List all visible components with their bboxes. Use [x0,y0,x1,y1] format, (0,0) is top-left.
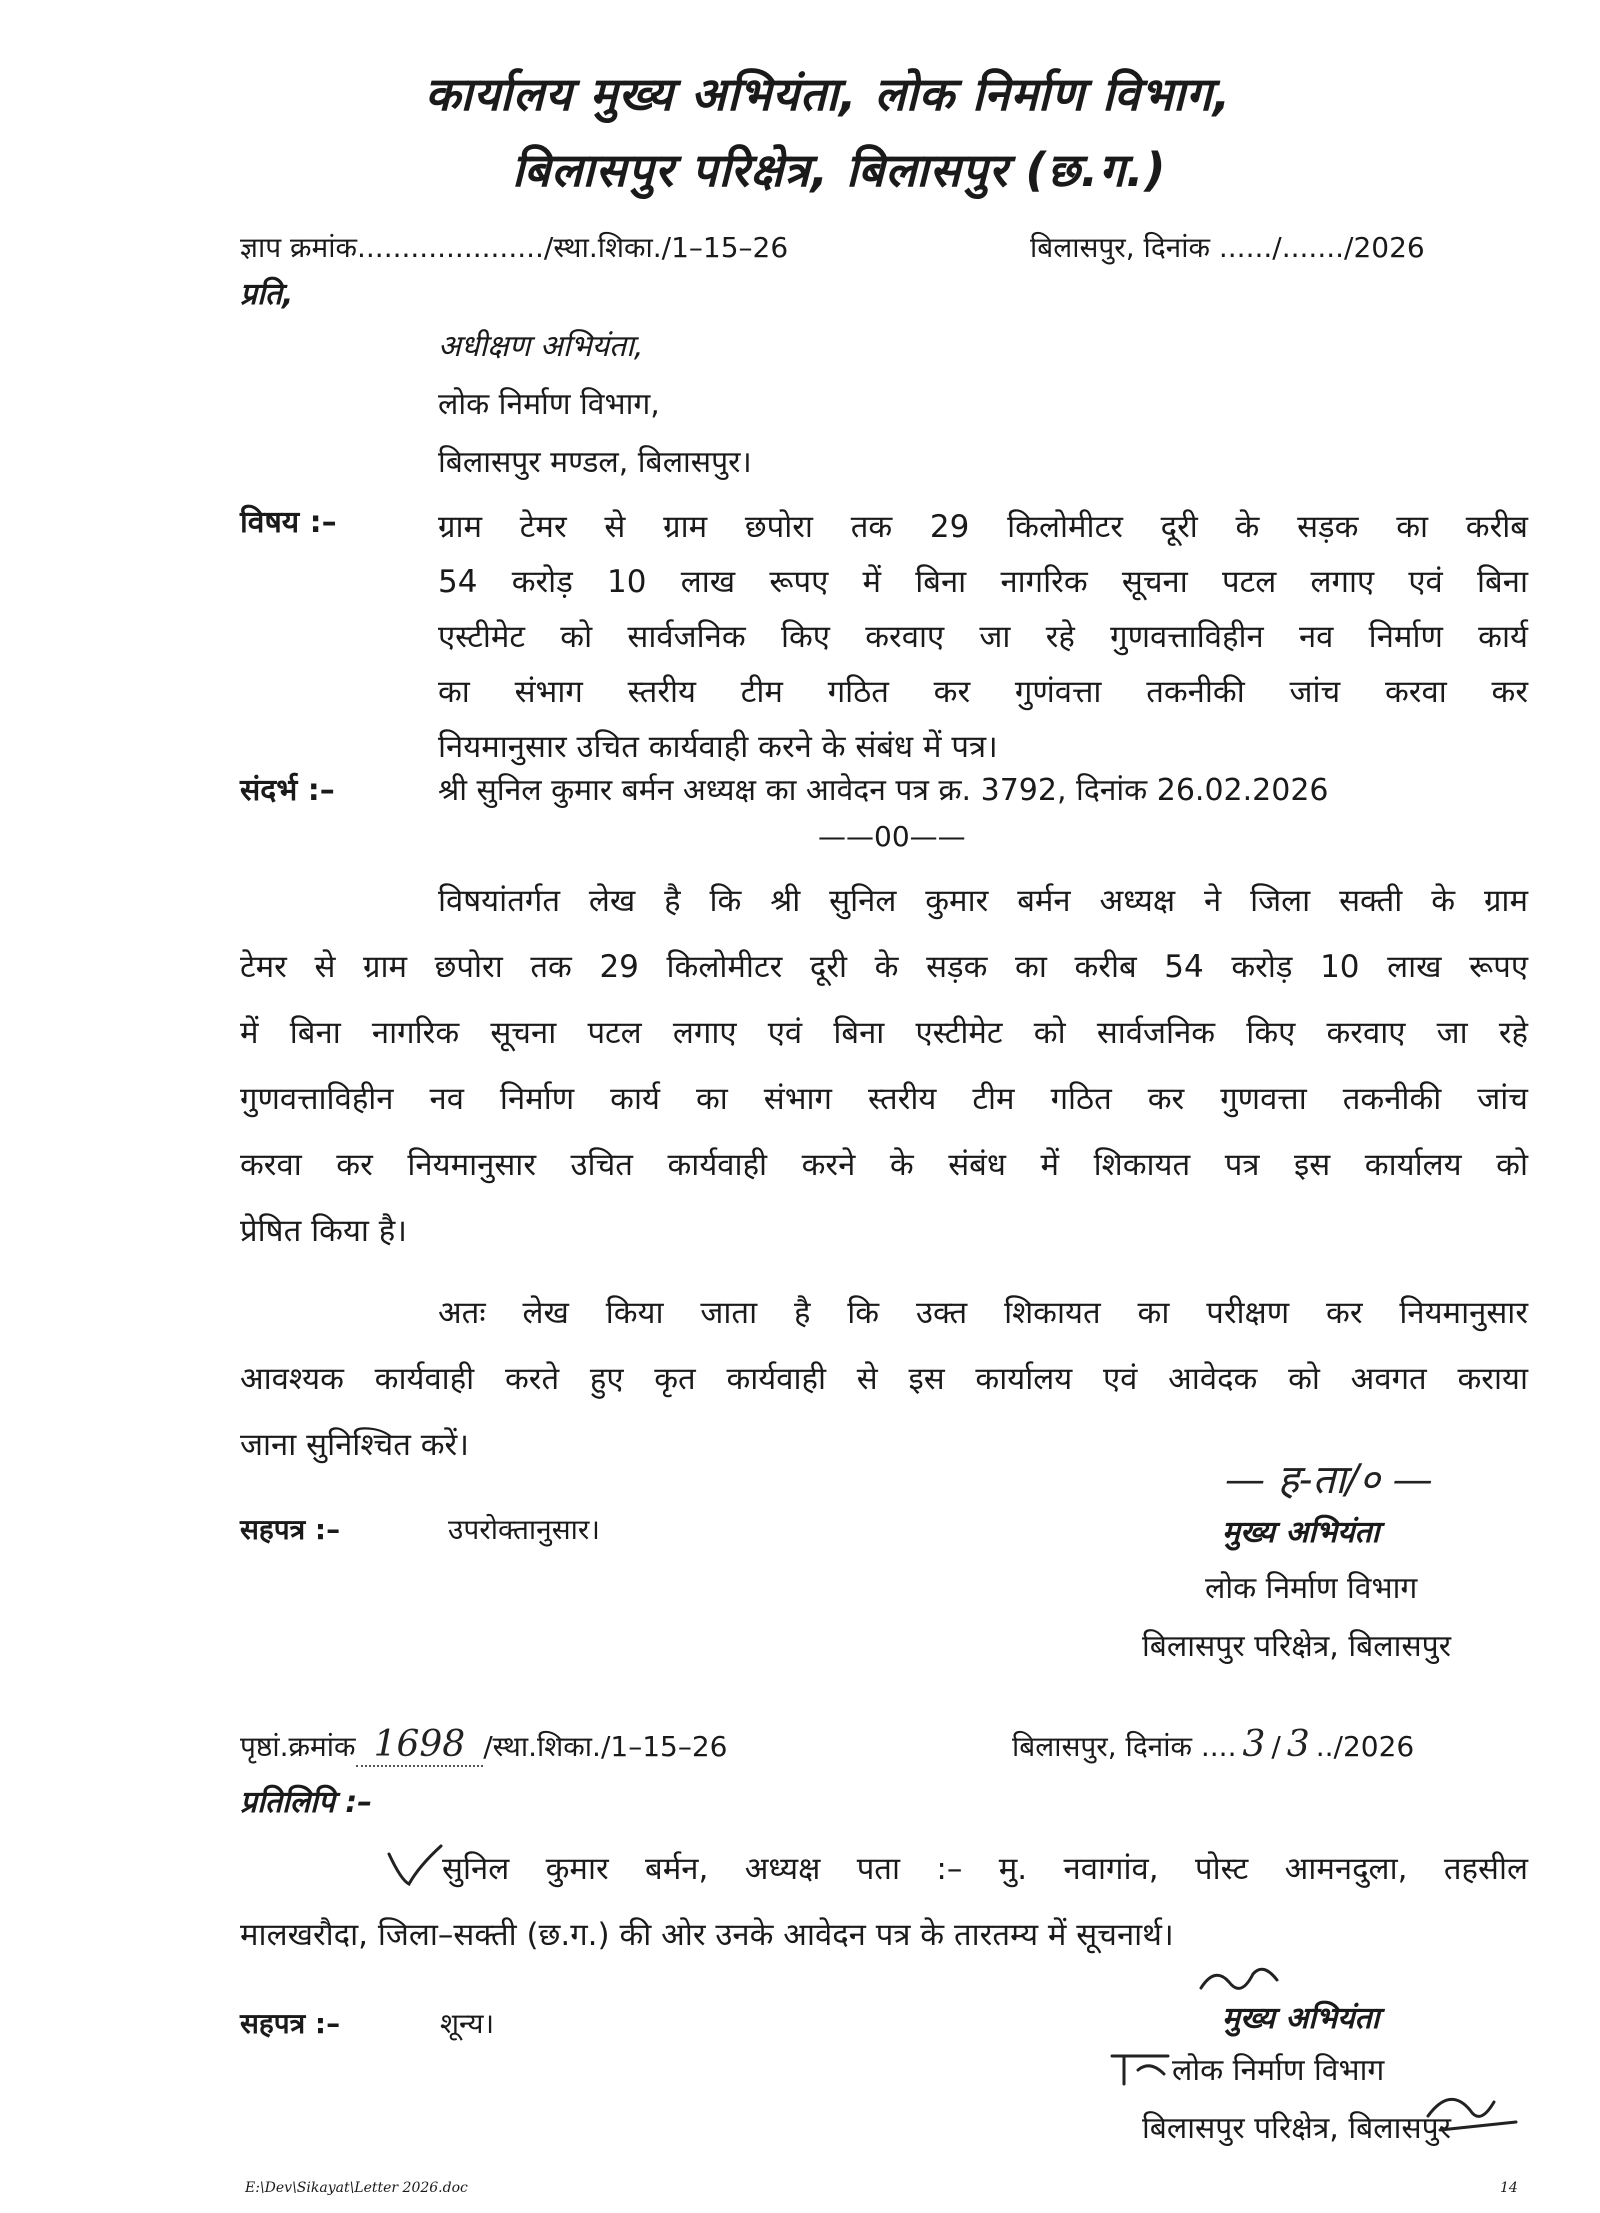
copy-line: सुनिल कुमार बर्मन, अध्यक्ष पता :– मु. नवागांव, पोस्ट आमनदुला, तहसील [442,1851,1528,1887]
copy-line: मालखरौदा, जिला–सक्ती (छ.ग.) की ओर उनके आवेदन पत्र के तारतम्य में सूचनार्थ। [240,1917,1174,1953]
endorsement-date-day: 3 [1242,1724,1266,1765]
copy-label: प्रतिलिपि :– [240,1785,373,1820]
file-path: E:\Dev\Sikayat\Letter 2026.doc [245,2180,468,2196]
separator: ——00—— [818,820,966,853]
body-line: विषयांतर्गत लेख है कि श्री सुनिल कुमार बर्मन अध्यक्ष ने जिला सक्ती के ग्राम [438,883,1528,919]
office-header-line1: कार्यालय मुख्य अभियंता, लोक निर्माण विभाग, [425,67,1232,121]
endorsement-date-suffix: ../2026 [1315,1730,1415,1763]
subject-line: नियमानुसार उचित कार्यवाही करने के संबंध में पत्र। [438,729,998,765]
recipient-department: लोक निर्माण विभाग, [438,387,660,422]
recipient-address: बिलासपुर मण्डल, बिलासपुर। [438,445,752,480]
endorsement-date-prefix: बिलासपुर, दिनांक .... [1012,1730,1237,1763]
endorsement-number-handwritten: 1698 [356,1724,484,1767]
memo-number: ज्ञाप क्रमांक...................../स्था.शिका./1–15–26 [240,231,789,264]
body-paragraph-2 [240,1280,1528,1478]
subject-line: का संभाग स्तरीय टीम गठित कर गुणंवत्ता तकनीकी जांच करवा कर [438,674,1528,710]
signatory-department-2: लोक निर्माण विभाग [1172,2053,1385,2088]
body-line: करवा कर नियमानुसार उचित कार्यवाही करने के संबंध में शिकायत पत्र इस कार्यालय को [240,1147,1528,1183]
signatory-department: लोक निर्माण विभाग [1205,1571,1418,1606]
endorsement-number-suffix: /स्था.शिका./1–15–26 [483,1730,728,1763]
subject-line: ग्राम टेमर से ग्राम छपोरा तक 29 किलोमीटर दूरी के सड़क का करीब [438,509,1528,545]
endorsement-number [240,1724,727,1765]
body-line: टेमर से ग्राम छपोरा तक 29 किलोमीटर दूरी के सड़क का करीब 54 करोड़ 10 लाख रूपए [240,949,1528,985]
body-line: गुणवत्ताविहीन नव निर्माण कार्य का संभाग स्तरीय टीम गठित कर गुणवत्ता तकनीकी जांच [240,1081,1528,1117]
reference-text: श्री सुनिल कुमार बर्मन अध्यक्ष का आवेदन पत्र क्र. 3792, दिनांक 26.02.2026 [438,773,1329,808]
office-header-line2: बिलासपुर परिक्षेत्र, बिलासपुर (छ.ग.) [512,143,1167,197]
signatory-title-2: मुख्य अभियंता [1222,2001,1380,2036]
enclosure-label: सहपत्र :– [240,1513,341,1546]
subject-label: विषय :– [240,505,337,540]
body-paragraph-1 [240,868,1528,1264]
signatory-office: बिलासपुर परिक्षेत्र, बिलासपुर [1142,1629,1451,1664]
handwritten-date-mark-icon [1420,2082,1520,2142]
signatory-office-2: बिलासपुर परिक्षेत्र, बिलासपुर [1142,2111,1451,2146]
signature-handwritten: — ह-ता/० — [1225,1457,1433,1503]
subject-text [438,500,1528,775]
endorsement-date [1012,1724,1414,1765]
copy-text [240,1836,1528,1968]
body-line: प्रेषित किया है। [240,1213,408,1249]
endorsement-date-month: 3 [1286,1724,1310,1765]
recipient-title: अधीक्षण अभियंता, [438,329,644,364]
subject-line: 54 करोड़ 10 लाख रूपए में बिना नागरिक सूचना पटल लगाए एवं बिना [438,564,1528,600]
body-line: में बिना नागरिक सूचना पटल लगाए एवं बिना एस्टीमेट को सार्वजनिक किए करवाए जा रहे [240,1015,1528,1051]
page-number: 14 [1500,2180,1518,2196]
enclosure-label-2: सहपत्र :– [240,2007,341,2040]
signatory-title: मुख्य अभियंता [1222,1515,1380,1550]
body-line: अतः लेख किया जाता है कि उक्त शिकायत का परीक्षण कर नियमानुसार [438,1295,1528,1331]
body-line: आवश्यक कार्यवाही करते हुए कृत कार्यवाही से इस कार्यालय एवं आवेदक को अवगत कराया [240,1361,1528,1397]
endorsement-number-prefix: पृष्ठां.क्रमांक [240,1730,356,1763]
reference-label: संदर्भ :– [240,773,335,808]
memo-date: बिलासपुर, दिनांक ....../......./2026 [1030,231,1425,264]
enclosure-value: उपरोक्तानुसार। [448,1513,600,1546]
endorsement-date-separator: / [1271,1730,1281,1763]
body-line: जाना सुनिश्चित करें। [240,1427,469,1463]
to-label: प्रति, [240,277,294,312]
enclosure-value-2: शून्य। [440,2007,495,2040]
subject-line: एस्टीमेट को सार्वजनिक किए करवाए जा रहे गुणवत्ताविहीन नव निर्माण कार्य [438,619,1528,655]
initial-mark-icon [1108,2046,1178,2090]
